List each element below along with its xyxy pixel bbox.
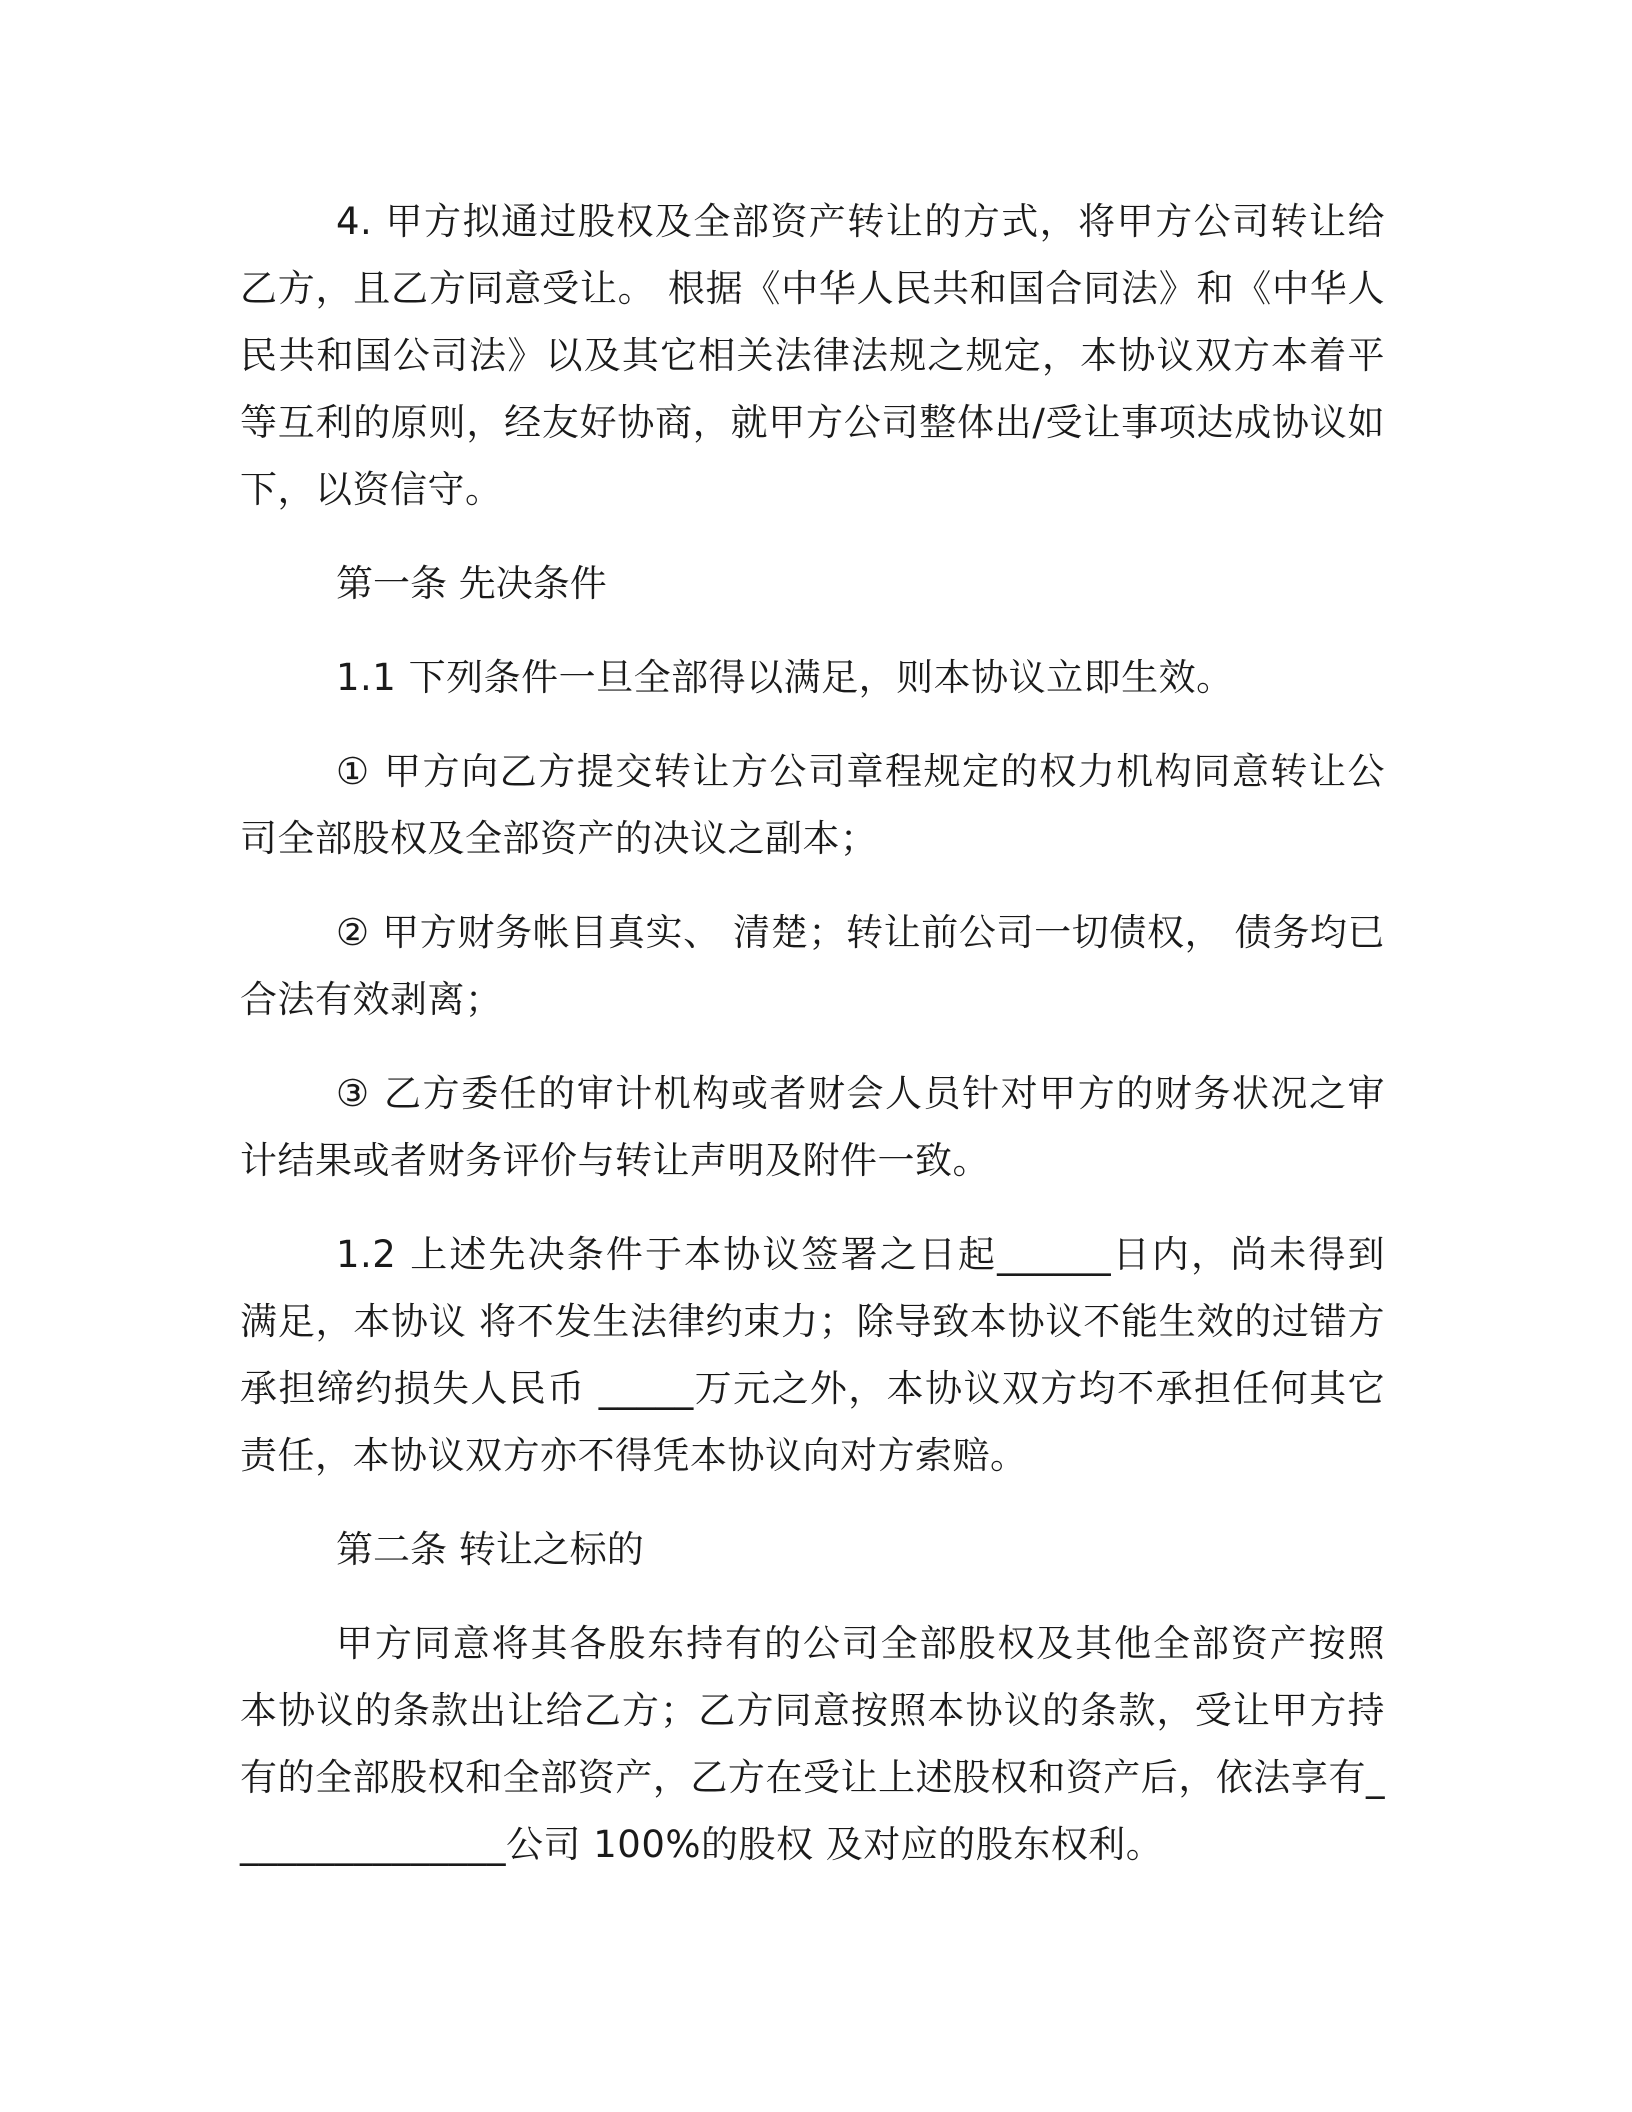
transfer-subject-paragraph: 甲方同意将其各股东持有的公司全部股权及其他全部资产按照本协议的条款出让给乙方；乙方同意按照本协议的条款，受让甲方持有的全部股权和全部资产，乙方在受让上述股权和资产后，依法享有_______________公司 100%的股权 及对应的股东权利。 <box>240 1622 1385 1866</box>
condition-item-3: ③ 乙方委任的审计机构或者财会人员针对甲方的财务状况之审计结果或者财务评价与转让声明及附件一致。 <box>240 1072 1385 1182</box>
document-body <box>240 188 1385 1878</box>
condition-item-2: ② 甲方财务帐目真实、 清楚；转让前公司一切债权， 债务均已合法有效剥离； <box>240 911 1385 1021</box>
article-1-heading: 第一条 先决条件 <box>336 562 607 605</box>
paragraph-transfer-intro: 4. 甲方拟通过股权及全部资产转让的方式，将甲方公司转让给乙方，且乙方同意受让。 根据《中华人民共和国合同法》和《中华人民共和国公司法》以及其它相关法律法规之规定，本协议双方本着平等互利的原则，经友好协商，就甲方公司整体出/受让事项达成协议如下，以资信守。 <box>240 200 1385 511</box>
article-2-heading: 第二条 转让之标的 <box>336 1528 644 1571</box>
condition-item-1: ① 甲方向乙方提交转让方公司章程规定的权力机构同意转让公司全部股权及全部资产的决议之副本； <box>240 750 1385 860</box>
clause-1-2: 1.2 上述先决条件于本协议签署之日起______日内，尚未得到满足，本协议 将不发生法律约束力；除导致本协议不能生效的过错方承担缔约损失人民币 _____万元之外，本协议双方均不承担任何其它责任，本协议双方亦不得凭本协议向对方索赔。 <box>240 1233 1385 1477</box>
clause-1-1: 1.1 下列条件一旦全部得以满足，则本协议立即生效。 <box>336 656 1234 699</box>
